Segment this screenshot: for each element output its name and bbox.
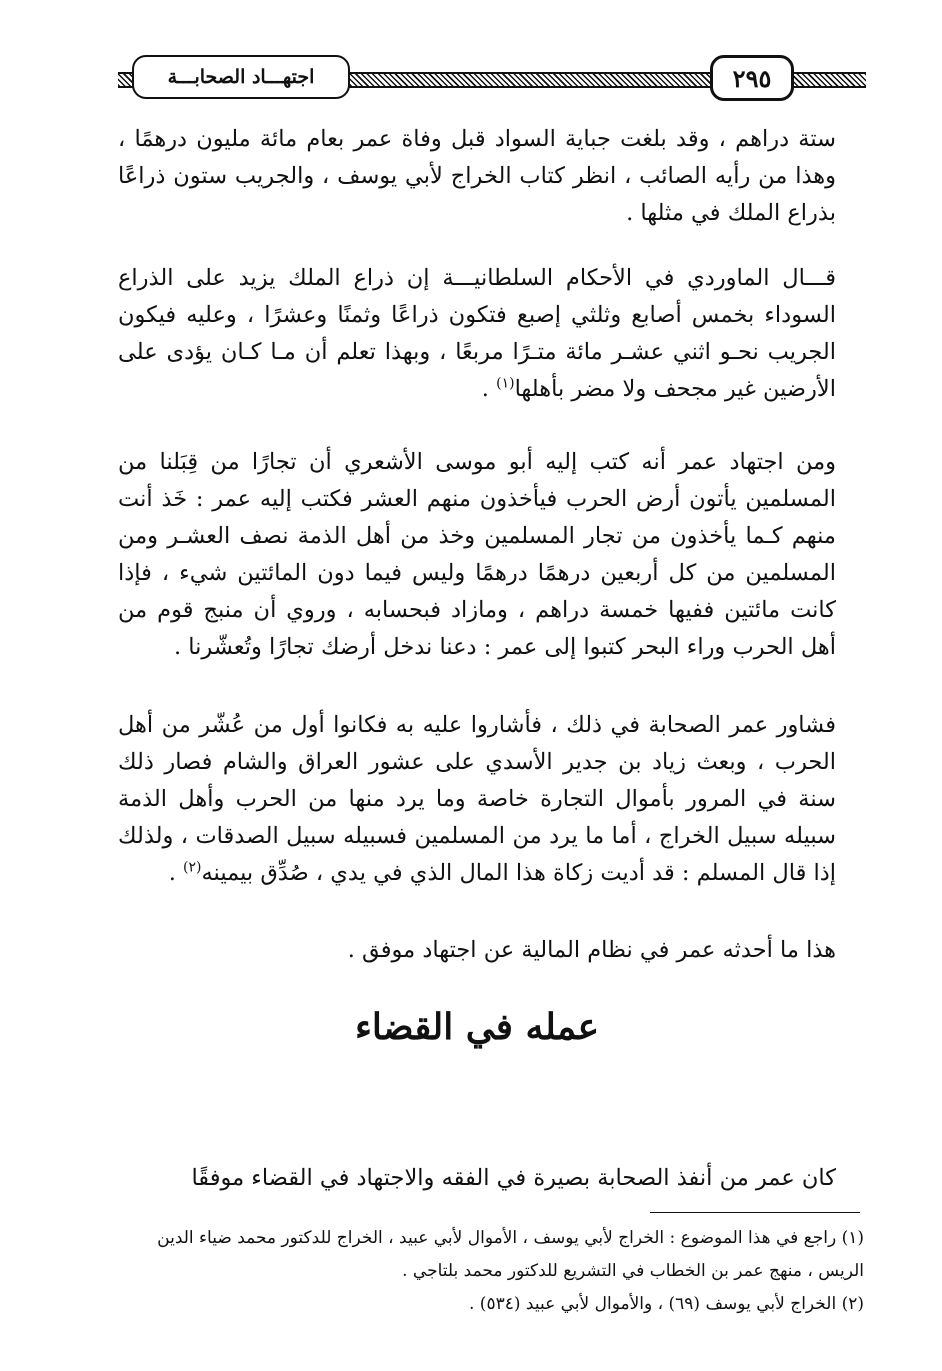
running-header: [118, 52, 866, 102]
running-title: اجتهـــاد الصحابـــة: [132, 55, 350, 99]
paragraph-1: ستة دراهم ، وقد بلغت جباية السواد قبل وفاة عمر بعام مائة مليون درهمًا ، وهذا من رأيه الصائب ، انظر كتاب الخراج لأبي يوسف ، والجريب ستون ذراعًا بذراع الملك في مثلها .: [118, 126, 836, 226]
paragraph-3: ومن اجتهاد عمر أنه كتب إليه أبو موسى الأشعري أن تجارًا من قِبَلنا من المسلمين يأتون أرض الحرب فيأخذون منهم العشر فكتب إليه عمر : خَذ أنت منهم كـما يأخذون من تجار المسلمين وخذ من أهل الذمة نصف العشـر ومن المسلمين من كل أربعين درهمًا درهمًا وليس فيما دون المائتين شيء ، فإذا كانت مائتين ففيها خمسة دراهم ، ومازاد فبحسابه ، وروي أن منبج قوم من أهل الحرب وراء البحر كتبوا إلى عمر : دعنا ندخل أرضك تجارًا وتُعشّرنا .: [118, 449, 836, 660]
footnote-1: (١) راجع في هذا الموضوع : الخراج لأبي يوسف ، الأموال لأبي عبيد ، الخراج للدكتور محمد ضياء الدين الريس ، منهج عمر بن الخطاب في التشريع للدكتور محمد بلتاجي .: [157, 1228, 864, 1281]
footnote-2: (٢) الخراج لأبي يوسف (٦٩) ، والأموال لأبي عبيد (٥٣٤) .: [469, 1294, 864, 1314]
page-number: ٢٩٥: [710, 55, 794, 101]
footnotes: [118, 1222, 864, 1321]
footnote-ref-1: (١): [496, 375, 515, 392]
footnote-ref-2: (٢): [183, 859, 202, 876]
footnote-divider: [650, 1212, 860, 1213]
paragraph-2: [118, 260, 836, 408]
section-heading: عمله في القضاء: [354, 1006, 600, 1048]
paragraph-6: كان عمر من أنفذ الصحابة بصيرة في الفقه والاجتهاد في القضاء موفقًا: [191, 1165, 836, 1191]
paragraph-2-text: قـــال الماوردي في الأحكام السلطانيـــة إن ذراع الملك يزيد على الذراع السوداء بخمس أصابع وثلثي إصبع فتكون ذراعًا وثمنًا وعشرًا ، وعليه فيكون الجريب نحـو اثني عشـر مائة متـرًا مربعًا ، وبهذا تعلم أن مـا كـان يؤدى على الأرضين غير مجحف ولا مضر بأهلها: [118, 265, 836, 402]
paragraph-2-end: .: [481, 376, 497, 402]
paragraph-4: [118, 707, 836, 892]
paragraph-5: هذا ما أحدثه عمر في نظام المالية عن اجتهاد موفق .: [347, 937, 836, 963]
paragraph-4-text: فشاور عمر الصحابة في ذلك ، فأشاروا عليه به فكانوا أول من عُشّر من أهل الحرب ، وبعث زياد بن جدير الأسدي على عشور العراق والشام فصار ذلك سنة في المرور بأموال التجارة خاصة وما يرد منها من الحرب وأهل الذمة سبيله سبيل الخراج ، أما ما يرد من المسلمين فسبيله سبيل الصدقات ، ولذلك إذا قال المسلم : قد أديت زكاة هذا المال الذي في يدي ، صُدِّق بيمينه: [118, 712, 836, 886]
paragraph-4-end: .: [168, 860, 184, 886]
